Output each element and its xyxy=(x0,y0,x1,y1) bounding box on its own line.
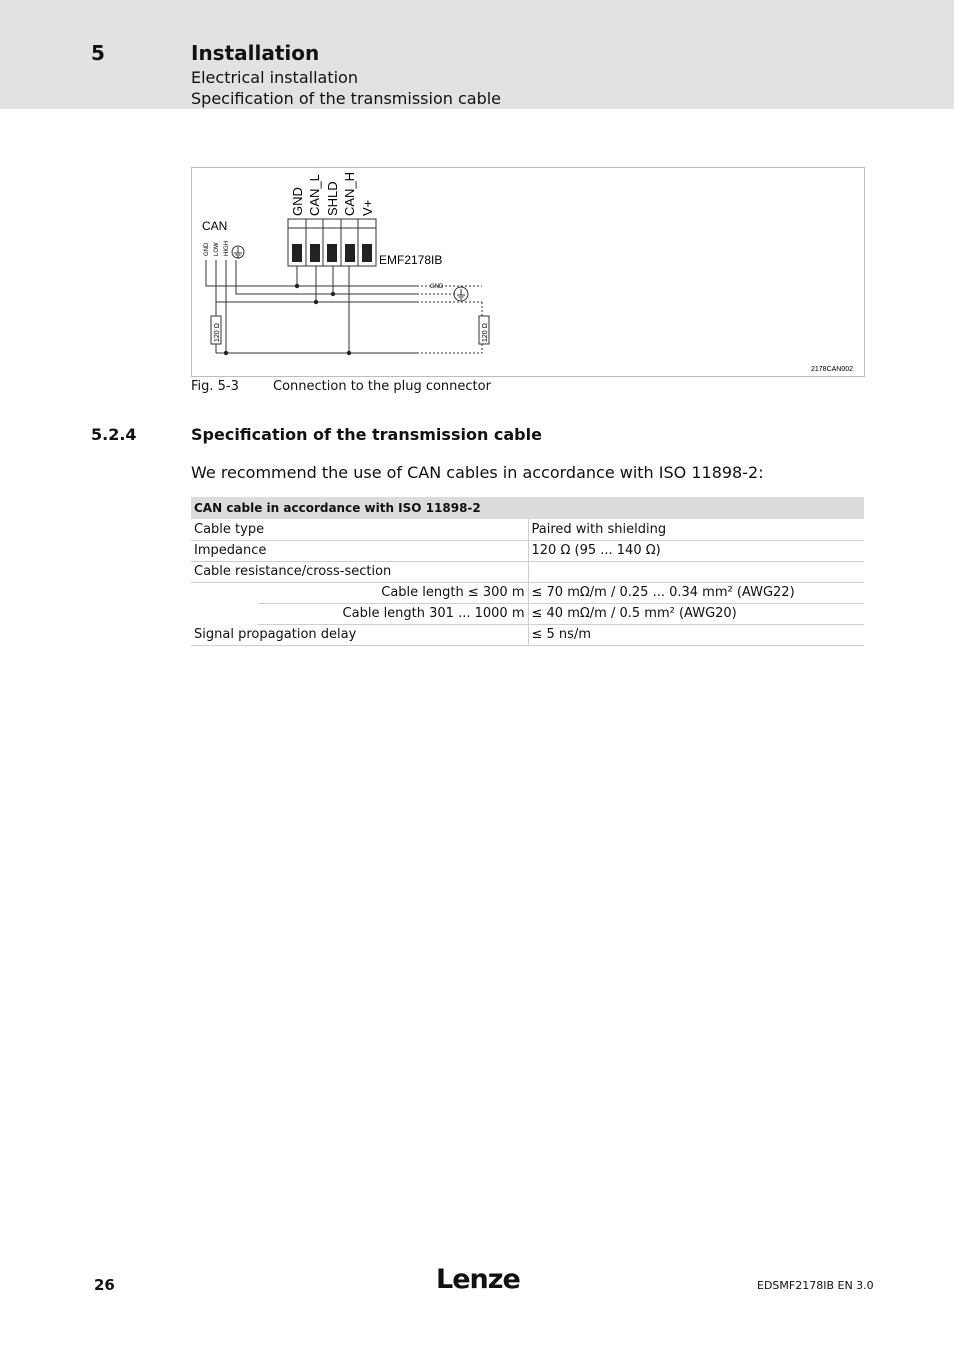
table-row xyxy=(191,582,864,603)
table-row xyxy=(191,603,864,624)
row-value-cable-type: Paired with shielding xyxy=(528,519,864,540)
section-intro: We recommend the use of CAN cables in accordance with ISO 11898-2: xyxy=(191,463,764,482)
row-label-len-1000: Cable length 301 ... 1000 m xyxy=(258,603,528,624)
row-value-len-1000: ≤ 40 mΩ/m / 0.5 mm² (AWG20) xyxy=(528,603,864,624)
table-header: CAN cable in accordance with ISO 11898-2 xyxy=(191,497,864,519)
row-value-impedance: 120 Ω (95 ... 140 Ω) xyxy=(528,540,864,561)
can-pin-high: HIGH xyxy=(224,241,230,256)
table-row xyxy=(191,561,864,582)
pin-label-gnd: GND xyxy=(290,187,305,216)
can-pin-low: LOW xyxy=(214,242,220,256)
row-label-len-300: Cable length ≤ 300 m xyxy=(258,582,528,603)
junction-dots xyxy=(224,284,351,355)
wiring-diagram xyxy=(191,167,865,377)
row-label-impedance: Impedance xyxy=(191,540,528,561)
row-indent xyxy=(191,582,258,603)
bus-wires xyxy=(206,260,417,353)
table-header-row xyxy=(191,497,864,519)
row-label-cable-type: Cable type xyxy=(191,519,528,540)
figure-caption: Connection to the plug connector xyxy=(273,379,491,394)
header-subtitle-2: Specification of the transmission cable xyxy=(191,89,502,108)
row-label-delay: Signal propagation delay xyxy=(191,624,528,645)
table-row xyxy=(191,624,864,645)
table-row xyxy=(191,540,864,561)
wiring-diagram-svg xyxy=(192,168,864,376)
header-subtitle-1: Electrical installation xyxy=(191,68,358,87)
resistor-left xyxy=(211,316,221,344)
pin-label-v-plus: V+ xyxy=(360,199,375,216)
table-row xyxy=(191,519,864,540)
device-label: EMF2178IB xyxy=(379,253,443,267)
chapter-title: Installation xyxy=(191,41,320,65)
figure-label: Fig. 5-3 xyxy=(191,379,239,394)
brand-logo: Lenze xyxy=(436,1264,520,1295)
pin-label-shld: SHLD xyxy=(325,181,340,216)
can-pin-gnd: GND xyxy=(204,242,210,256)
document-id: EDSMF2178IB EN 3.0 xyxy=(757,1279,874,1292)
section-title: Specification of the transmission cable xyxy=(191,425,542,444)
resistor-left-label: 120 Ω xyxy=(214,323,221,342)
cable-spec-table xyxy=(191,497,864,646)
plug-connector xyxy=(288,219,376,266)
figure-code: 2178CAN002 xyxy=(811,366,854,373)
row-indent xyxy=(191,603,258,624)
pin-label-can-h: CAN_H xyxy=(342,171,357,216)
chapter-number: 5 xyxy=(91,41,105,65)
resistor-right-label: 120 Ω xyxy=(482,323,489,342)
ground-icon xyxy=(454,287,468,301)
resistor-right xyxy=(479,316,489,344)
row-value-len-300: ≤ 70 mΩ/m / 0.25 ... 0.34 mm² (AWG22) xyxy=(528,582,864,603)
bus-continuation xyxy=(417,286,482,353)
row-value-resistance xyxy=(528,561,864,582)
pin-label-can-l: CAN_L xyxy=(307,174,322,216)
row-label-resistance: Cable resistance/cross-section xyxy=(191,561,528,582)
can-label: CAN xyxy=(202,219,228,233)
gnd-label: GND xyxy=(430,284,444,290)
page-number: 26 xyxy=(94,1276,115,1294)
ground-icon xyxy=(232,246,244,258)
row-value-delay: ≤ 5 ns/m xyxy=(528,624,864,645)
section-number: 5.2.4 xyxy=(91,425,137,444)
